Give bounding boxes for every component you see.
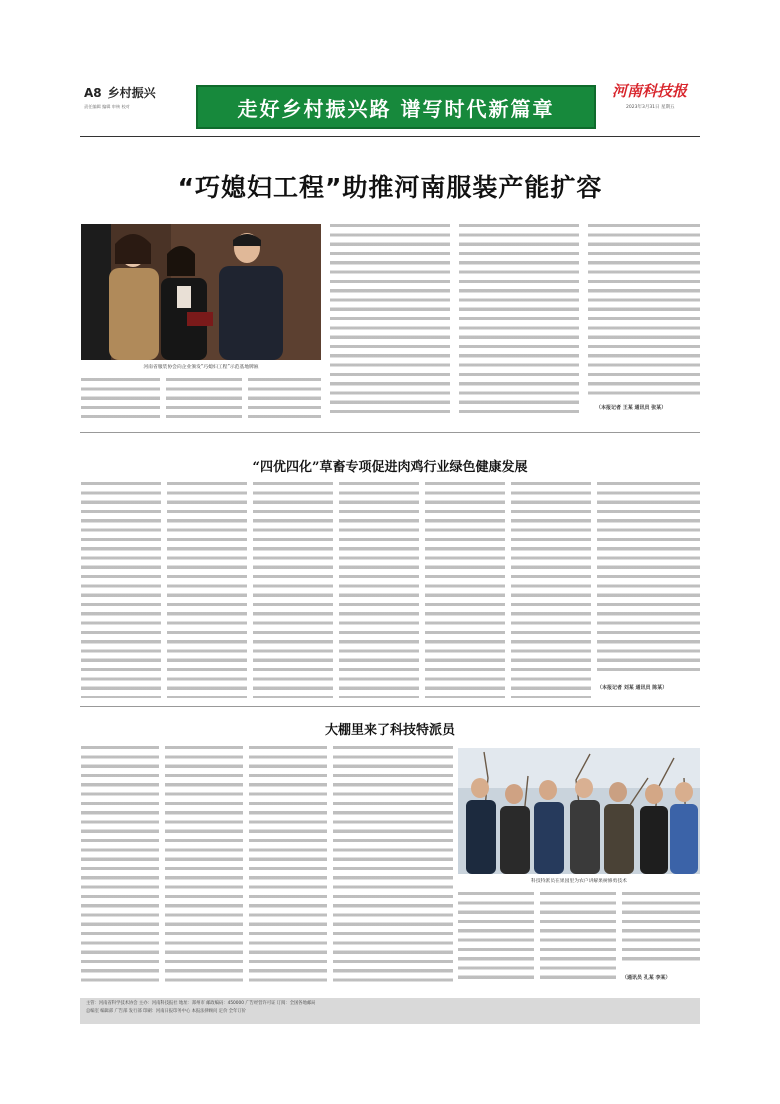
article3-photo (458, 748, 700, 874)
section-name: 乡村振兴 (107, 86, 156, 100)
article2-column-7 (597, 482, 700, 672)
header-rule (80, 136, 700, 137)
issue-date: 2023年3月31日 星期五 (626, 105, 675, 110)
article1-byline: （本报记者 王某 通讯员 张某） (596, 405, 667, 411)
article2-column-1 (81, 482, 161, 698)
footer-imprint (80, 998, 700, 1024)
article1-column-4 (330, 224, 450, 418)
article3-headline: 大棚里来了科技特派员 (324, 723, 455, 738)
article3-photo-caption: 科技特派员在果园里为农户讲解果树修剪技术 (531, 879, 627, 884)
footer-line-1: 主管：河南省科学技术协会 主办：河南科技报社 地址：郑州市 邮政编码：450000 广告经营许可证 订阅：全国各地邮局 (86, 1001, 316, 1006)
section-divider-2 (80, 706, 700, 707)
article3-column-7 (622, 892, 700, 964)
newspaper-logo: 河南科技报 (612, 82, 688, 100)
article3-column-2 (165, 746, 243, 984)
footer-line-2: 总编室 编辑部 广告部 发行部 印刷：河南日报印务中心 本报法律顾问 定价 全年订价 (86, 1009, 246, 1014)
article1-column-5 (459, 224, 579, 418)
article2-column-2 (167, 482, 247, 698)
article3-column-3 (249, 746, 327, 984)
article1-column-3 (248, 378, 321, 418)
article3-byline: （通讯员 孔某 李某） (622, 975, 671, 981)
slogan-banner: 走好乡村振兴路 谱写时代新篇章 (196, 85, 596, 129)
article2-headline: “四优四化”草畜专项促进肉鸡行业绿色健康发展 (252, 460, 528, 475)
article3-column-4 (333, 746, 453, 984)
article2-column-3 (253, 482, 333, 698)
article1-headline: “巧媳妇工程”助推河南服装产能扩容 (177, 173, 603, 202)
article2-byline: （本报记者 刘某 通讯员 陈某） (597, 685, 668, 691)
masthead-info: 责任编辑 编辑 审核 校对 (84, 104, 130, 109)
article3-column-6 (540, 892, 616, 984)
article2-column-5 (425, 482, 505, 698)
article2-column-6 (511, 482, 591, 698)
article1-photo (81, 224, 321, 360)
article1-column-2 (166, 378, 242, 418)
page-number: A8 乡村振兴 (84, 86, 156, 100)
article1-column-6 (588, 224, 700, 400)
article3-column-5 (458, 892, 534, 984)
article1-column-1 (81, 378, 160, 418)
section-divider-1 (80, 432, 700, 433)
article1-photo-caption: 河南省服装协会向企业颁发“巧媳妇工程”示范基地牌匾 (143, 365, 259, 370)
article2-column-4 (339, 482, 419, 698)
article3-column-1 (81, 746, 159, 984)
